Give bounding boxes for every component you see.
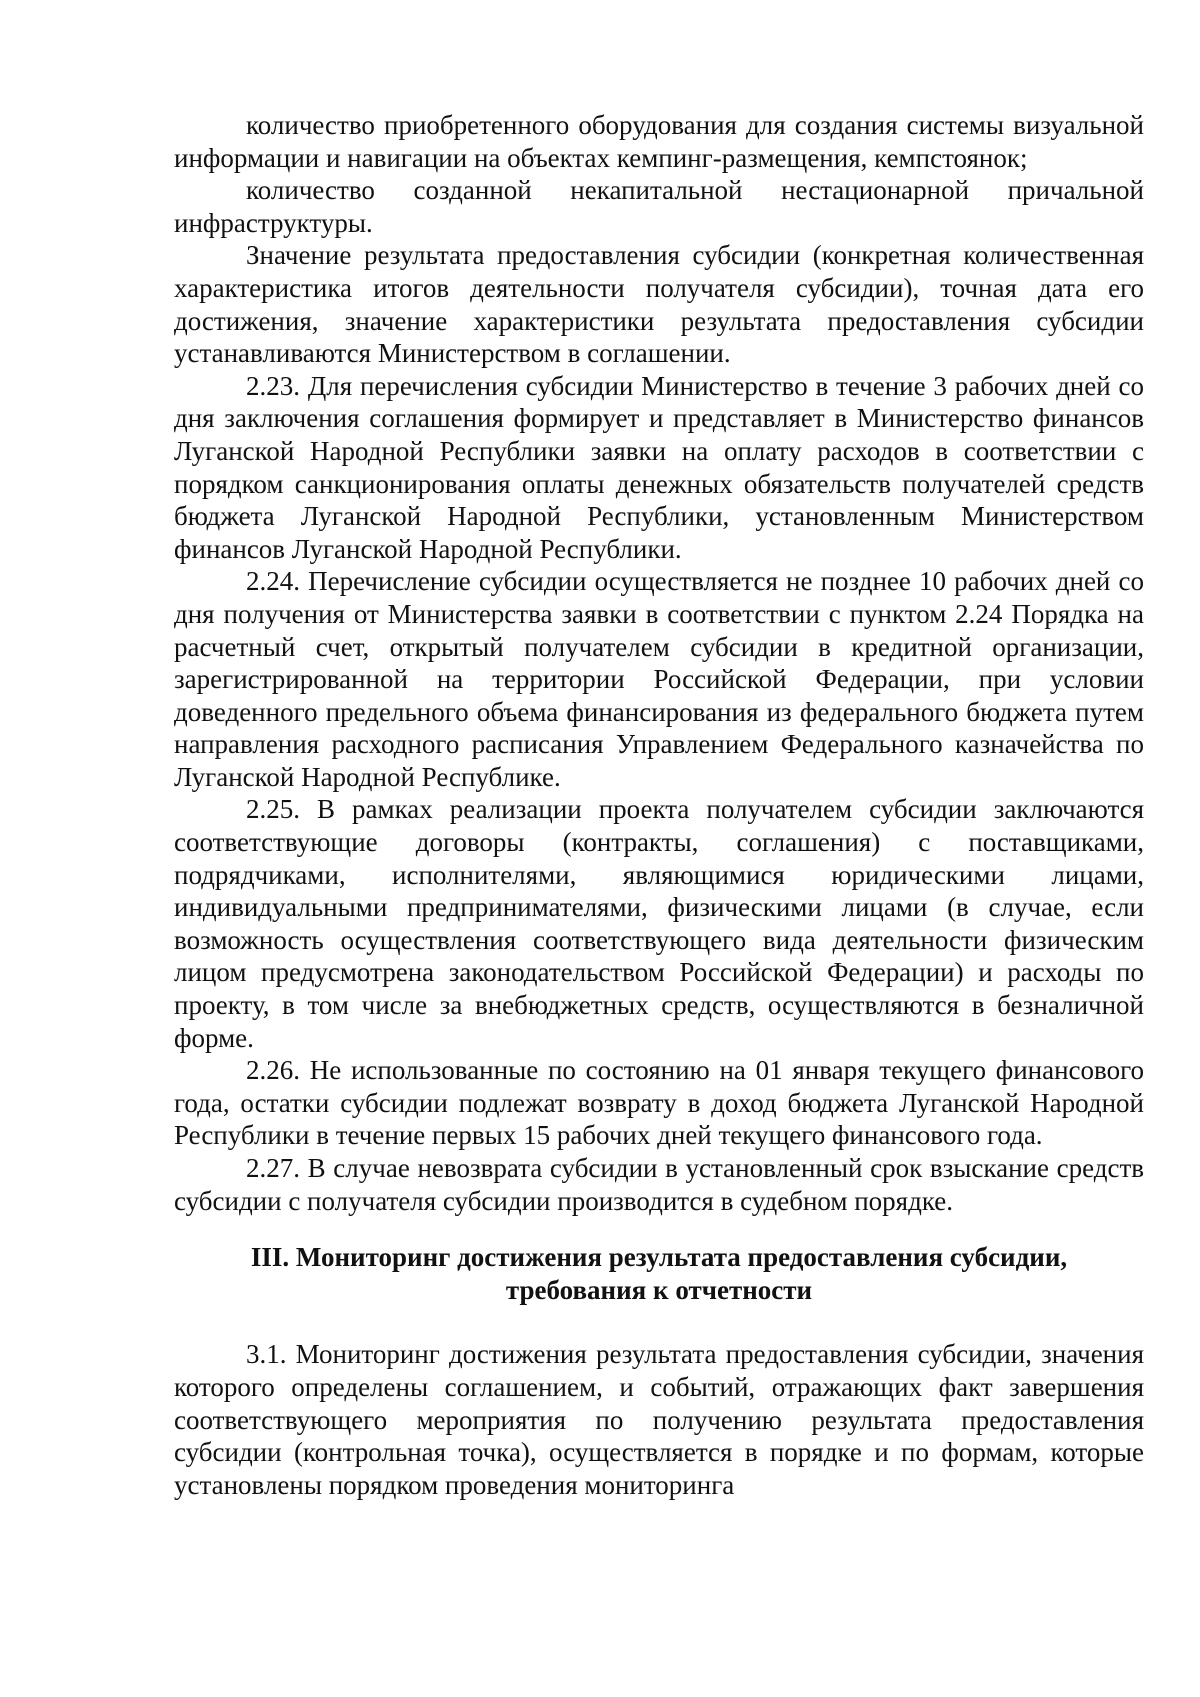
paragraph-mooring-infrastructure: количество созданной некапитальной нестационарной причальной инфраструктуры. (174, 175, 1144, 238)
section-heading-line2: требования к отчетности (505, 1274, 813, 1305)
paragraph-3-1: 3.1. Мониторинг достижения результата предоставления субсидии, значения которого определены соглашением, и событий, отражающих факт завершения соответствующего мероприятия по получению результата предоставления субсидии (контрольная точка), осуществляется в порядке и по формам, которые установлены порядком проведения мониторинга (174, 1339, 1144, 1500)
section-heading (174, 1241, 1144, 1306)
paragraph-2-23: 2.23. Для перечисления субсидии Министерство в течение 3 рабочих дней со дня заключения соглашения формирует и представляет в Министерство финансов Луганской Народной Республики заявки на оплату расходов в соответствии с порядком санкционирования оплаты денежных обязательств получателей средств бюджета Луганской Народной Республики, установленным Министерством финансов Луганской Народной Республики. (174, 370, 1144, 564)
section-spacer (174, 1306, 1144, 1338)
paragraph-2-26: 2.26. Не использованные по состоянию на 01 января текущего финансового года, остатки субсидии подлежат возврату в доход бюджета Луганской Народной Республики в течение первых 15 рабочих дней текущего финансового года. (174, 1055, 1144, 1151)
paragraph-2-24: 2.24. Перечисление субсидии осуществляется не позднее 10 рабочих дней со дня получения от Министерства заявки в соответствии с пунктом 2.24 Порядка на расчетный счет, открытый получателем субсидии в кредитной организации, зарегистрированной на территории Российской Федерации, при условии доведенного предельного объема финансирования из федерального бюджета путем направления расходного расписания Управлением Федерального казначейства по Луганской Народной Республике. (174, 566, 1144, 792)
paragraph-2-25: 2.25. В рамках реализации проекта получателем субсидии заключаются соответствующие договоры (контракты, соглашения) с поставщиками, подрядчиками, исполнителями, являющимися юридическими лицами, индивидуальными предпринимателями, физическими лицами (в случае, если возможность осуществления соответствующего вида деятельности физическим лицом предусмотрена законодательством Российской Федерации) и расходы по проекту, в том числе за внебюджетных средств, осуществляются в безналичной форме. (174, 794, 1144, 1053)
paragraph-2-27: 2.27. В случае невозврата субсидии в установленный срок взыскание средств субсидии с получателя субсидии производится в судебном порядке. (174, 1153, 1144, 1216)
section-heading-line1: III. Мониторинг достижения результата предоставления субсидии, (250, 1242, 1068, 1273)
document-page (174, 109, 1144, 1501)
paragraph-result-value: Значение результата предоставления субсидии (конкретная количественная характеристика итогов деятельности получателя субсидии), точная дата его достижения, значение характеристики результата предоставления субсидии устанавливаются Министерством в соглашении. (174, 240, 1144, 369)
paragraph-equipment-quantity: количество приобретенного оборудования для создания системы визуальной информации и навигации на объектах кемпинг-размещения, кемпстоянок; (174, 110, 1144, 173)
